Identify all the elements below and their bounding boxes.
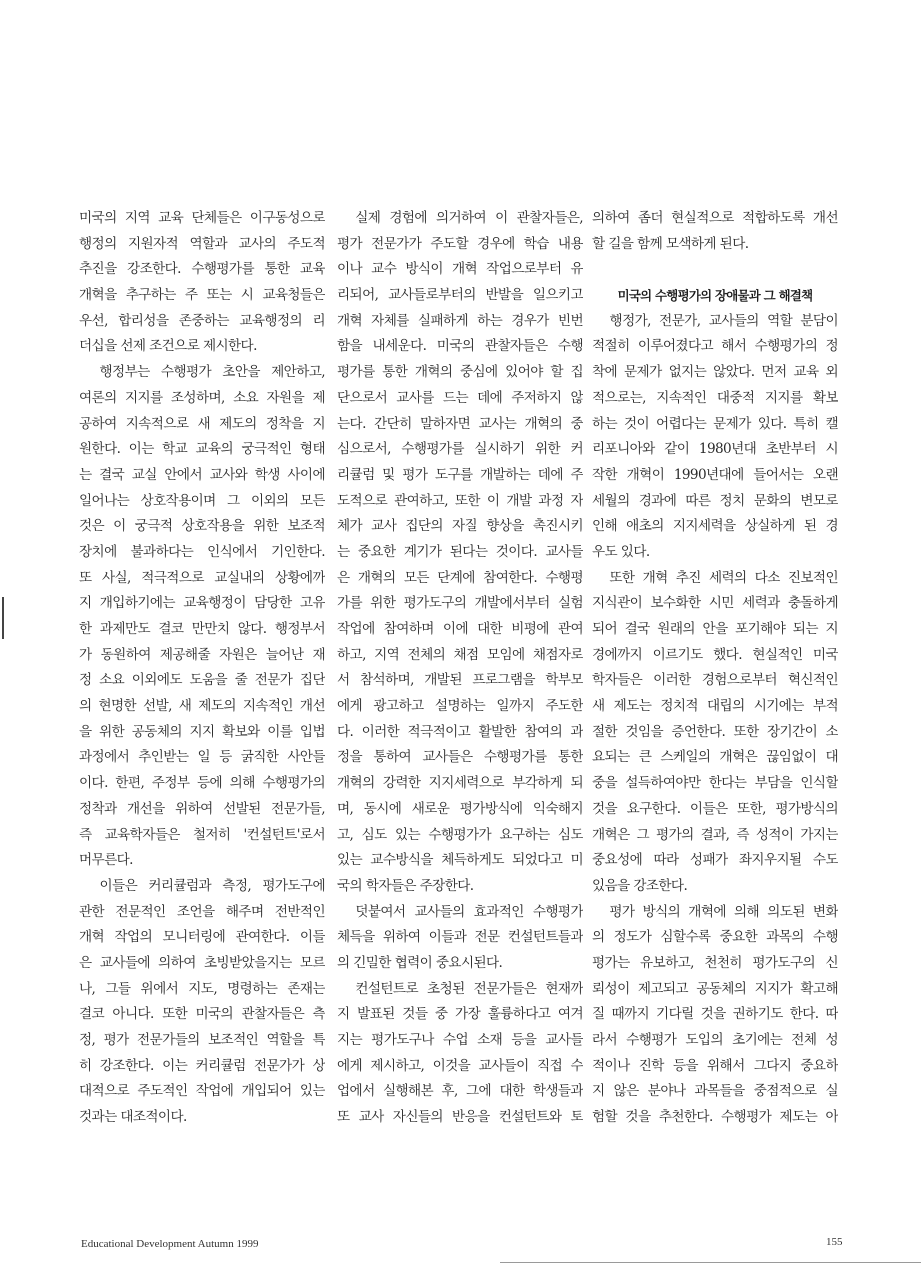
text-line: 중을 설득하여야만 한다는 부담을 인식할 bbox=[592, 775, 838, 792]
text-line: 적절히 이루어졌다고 해서 수행평가의 정 bbox=[592, 338, 838, 355]
text-line: 의 현명한 선발, 새 제도의 지속적인 개선 bbox=[79, 698, 325, 715]
text-line: 대적으로 주도적인 작업에 개입되어 있는 bbox=[79, 1083, 325, 1100]
text-line: 이나 교수 방식이 개혁 작업으로부터 유 bbox=[337, 261, 583, 278]
text-line: 히 강조한다. 이는 커리큘럼 전문가가 상 bbox=[79, 1057, 325, 1074]
text-column-1 bbox=[79, 206, 325, 1131]
text-line: 우도 있다. bbox=[592, 543, 650, 560]
text-line: 리되어, 교사들로부터의 반발을 일으키고 bbox=[337, 287, 583, 304]
text-line: 정을 통하여 교사들은 수행평가를 통한 bbox=[337, 749, 583, 766]
text-line: 실제 경험에 의거하여 이 관찰자들은, bbox=[337, 210, 583, 226]
text-line: 행정부는 수행평가 초안을 제안하고, bbox=[79, 364, 325, 381]
text-line: 개혁 자체를 실패하게 하는 경우가 빈번 bbox=[337, 312, 583, 329]
text-line: 여론의 지지를 조성하며, 소요 자원을 제 bbox=[79, 389, 325, 406]
text-line: 적이나 진학 등을 위해서 그다지 중요하 bbox=[592, 1057, 838, 1074]
text-line: 관한 전문적인 조언을 해주며 전반적인 bbox=[79, 903, 325, 920]
text-line: 정착과 개선을 위하여 선발된 전문가들, bbox=[79, 800, 325, 817]
text-line: 행정의 지원자적 역할과 교사의 주도적 bbox=[79, 235, 325, 252]
text-line: 경에까지 이르기도 했다. 현실적인 미국 bbox=[592, 646, 838, 663]
section-spacer bbox=[592, 257, 838, 283]
text-line: 것과는 대조적이다. bbox=[79, 1109, 187, 1126]
text-line: 컨설턴트로 초청된 전문가들은 현재까 bbox=[337, 980, 583, 997]
text-line: 뢰성이 제고되고 공동체의 지지가 확고해 bbox=[592, 980, 838, 997]
journal-footer: Educational Development Autumn 1999 bbox=[81, 1238, 259, 1250]
text-line: 평가를 통한 개혁의 중심에 있어야 할 집 bbox=[337, 364, 583, 381]
text-line: 또한 개혁 추진 세력의 다소 진보적인 bbox=[592, 569, 838, 586]
text-line: 한 과제만도 결코 만만치 않다. 행정부서 bbox=[79, 621, 325, 637]
text-line: 다. 이러한 적극적이고 활발한 참여의 과 bbox=[337, 723, 583, 740]
text-line: 더십을 선제 조건으로 제시한다. bbox=[79, 338, 257, 355]
text-line: 을 위한 공동체의 지지 확보와 이를 입법 bbox=[79, 723, 325, 740]
text-line: 새 제도는 정치적 대립의 시기에는 부적 bbox=[592, 698, 838, 715]
text-line: 요되는 큰 스케일의 개혁은 끊임없이 대 bbox=[592, 749, 838, 766]
text-line: 세월의 경과에 따른 정치 문화의 변모로 bbox=[592, 492, 838, 509]
text-line: 절한 것임을 증언한다. 또한 장기간이 소 bbox=[592, 723, 838, 740]
text-line: 추진을 강조한다. 수행평가를 통한 교육 bbox=[79, 261, 325, 278]
text-line: 라서 수행평가 도입의 초기에는 전체 성 bbox=[592, 1032, 838, 1048]
text-line: 작한 개혁이 1990년대에 들어서는 오랜 bbox=[592, 466, 838, 483]
text-line: 단으로서 교사를 드는 데에 주저하지 않 bbox=[337, 389, 583, 406]
text-line: 덧붙여서 교사들의 효과적인 수행평가 bbox=[337, 903, 583, 920]
text-line: 가를 위한 평가도구의 개발에서부터 실험 bbox=[337, 595, 583, 612]
text-line: 개혁은 그 평가의 결과, 즉 성적이 가지는 bbox=[592, 826, 838, 843]
text-line: 것을 요구한다. 이들은 또한, 평가방식의 bbox=[592, 800, 838, 817]
text-line: 우선, 합리성을 존중하는 교육행정의 리 bbox=[79, 312, 325, 329]
text-line: 도적으로 관여하고, 또한 이 개발 과정 자 bbox=[337, 492, 583, 509]
text-line: 즉 교육학자들은 철저히 '컨설턴트'로서 bbox=[79, 826, 325, 843]
section-heading: 미국의 수행평가의 장애물과 그 해결책 bbox=[617, 288, 813, 304]
text-line: 국의 학자들은 주장한다. bbox=[337, 877, 474, 894]
text-line: 원한다. 이는 학교 교육의 궁극적인 형태 bbox=[79, 441, 325, 458]
text-line: 또 교사 자신들의 반응을 컨설턴트와 토 bbox=[337, 1109, 583, 1126]
text-line: 이들은 커리큘럼과 측정, 평가도구에 bbox=[79, 877, 325, 894]
text-line: 고, 심도 있는 수행평가가 요구하는 심도 bbox=[337, 826, 583, 843]
text-line: 은 교사들에 의하여 초빙받았을지는 모르 bbox=[79, 954, 325, 971]
text-line: 적으로는, 지속적인 대중적 지지를 확보 bbox=[592, 389, 838, 406]
text-line: 며, 동시에 새로운 평가방식에 익숙해지 bbox=[337, 800, 583, 817]
text-line: 것은 이 궁극적 상호작용을 위한 보조적 bbox=[79, 518, 325, 535]
footer-rule bbox=[500, 1262, 921, 1263]
text-line: 평가 방식의 개혁에 의해 의도된 변화 bbox=[592, 903, 838, 920]
text-line: 리큘럼 및 평가 도구를 개발하는 데에 주 bbox=[337, 466, 583, 483]
text-line: 결코 아니다. 또한 미국의 관찰자들은 측 bbox=[79, 1006, 325, 1023]
text-line: 지 발표된 것들 중 가장 훌륭하다고 여겨 bbox=[337, 1006, 583, 1023]
text-line: 개혁 작업의 모니터링에 관여한다. 이들 bbox=[79, 929, 325, 946]
text-line: 지는 평가도구나 수업 소재 등을 교사들 bbox=[337, 1032, 583, 1048]
text-line: 이다. 한편, 주정부 등에 의해 수행평가의 bbox=[79, 775, 325, 792]
text-line: 서 참석하며, 개발된 프로그램을 학부모 bbox=[337, 672, 583, 689]
page-number: 155 bbox=[826, 1236, 843, 1248]
text-line: 지 개입하기에는 교육행정이 담당한 고유 bbox=[79, 595, 325, 612]
text-line: 는 결국 교실 안에서 교사와 학생 사이에 bbox=[79, 466, 325, 483]
text-line: 일어나는 상호작용이며 그 이외의 모든 bbox=[79, 492, 325, 509]
text-line: 있음을 강조한다. bbox=[592, 877, 688, 894]
text-line: 의 긴밀한 협력이 중요시된다. bbox=[337, 954, 503, 971]
text-line: 지식관이 보수화한 시민 세력과 충돌하게 bbox=[592, 595, 838, 612]
text-line: 하는 것이 어렵다는 문제가 있다. 특히 캘 bbox=[592, 415, 838, 432]
text-line: 함을 내세운다. 미국의 관찰자들은 수행 bbox=[337, 338, 583, 355]
text-line: 체득을 위하여 이들과 전문 컨설턴트들과 bbox=[337, 929, 583, 946]
text-line: 리포니아와 같이 1980년대 초반부터 시 bbox=[592, 441, 838, 458]
text-line: 개혁을 추구하는 주 또는 시 교육청들은 bbox=[79, 287, 325, 304]
text-line: 에게 광고하고 설명하는 일까지 주도한 bbox=[337, 698, 583, 715]
text-line: 되어 결국 원래의 안을 포기해야 되는 지 bbox=[592, 621, 838, 637]
text-line: 심으로서, 수행평가를 실시하기 위한 커 bbox=[337, 441, 583, 458]
text-line: 험할 것을 추천한다. 수행평가 제도는 아 bbox=[592, 1109, 838, 1126]
text-line: 체가 교사 집단의 자질 향상을 촉진시키 bbox=[337, 518, 583, 535]
text-line: 학자들은 이러한 경험으로부터 혁신적인 bbox=[592, 672, 838, 689]
text-line: 중요성에 따라 성패가 좌지우지될 수도 bbox=[592, 852, 838, 869]
text-line: 또 사실, 적극적으로 교실내의 상황에까 bbox=[79, 569, 325, 586]
text-line: 정 소요 이외에도 도움을 줄 전문가 집단 bbox=[79, 672, 325, 689]
text-line: 머무른다. bbox=[79, 852, 133, 869]
text-line: 질 때까지 기다릴 것을 권하기도 한다. 따 bbox=[592, 1006, 838, 1023]
text-line: 작업에 참여하며 이에 대한 비평에 관여 bbox=[337, 621, 583, 637]
text-line: 지 않은 분야나 과목들을 중점적으로 실 bbox=[592, 1083, 838, 1100]
text-line: 할 길을 함께 모색하게 된다. bbox=[592, 235, 749, 252]
text-line: 에게 제시하고, 이것을 교사들이 직접 수 bbox=[337, 1057, 583, 1074]
text-line: 나, 그들 위에서 지도, 명령하는 존재는 bbox=[79, 980, 325, 997]
text-line: 는 중요한 계기가 된다는 것이다. 교사들 bbox=[337, 543, 583, 560]
scan-edge-mark bbox=[2, 597, 4, 639]
text-line: 착에 문제가 없지는 않았다. 먼저 교육 외 bbox=[592, 364, 838, 381]
text-line: 가 동원하여 제공해줄 자원은 늘어난 재 bbox=[79, 646, 325, 663]
text-line: 의 정도가 심할수록 중요한 과목의 수행 bbox=[592, 929, 838, 946]
text-line: 인해 애초의 지지세력을 상실하게 된 경 bbox=[592, 518, 838, 535]
text-column-2 bbox=[337, 206, 583, 1131]
text-line: 행정가, 전문가, 교사들의 역할 분담이 bbox=[592, 312, 838, 329]
text-line: 장치에 불과하다는 인식에서 기인한다. bbox=[79, 543, 325, 560]
text-line: 하고, 지역 전체의 채점 모임에 채점자로 bbox=[337, 646, 583, 663]
text-line: 개혁의 강력한 지지세력으로 부각하게 되 bbox=[337, 775, 583, 792]
text-line: 의하여 좀더 현실적으로 적합하도록 개선 bbox=[592, 210, 838, 226]
text-line: 미국의 지역 교육 단체들은 이구동성으로 bbox=[79, 210, 325, 226]
text-line: 업에서 실행해본 후, 그에 대한 학생들과 bbox=[337, 1083, 583, 1100]
text-line: 는다. 간단히 말하자면 교사는 개혁의 중 bbox=[337, 415, 583, 432]
text-line: 공하여 지속적으로 새 제도의 정착을 지 bbox=[79, 415, 325, 432]
text-line: 평가 전문가가 주도할 경우에 학습 내용 bbox=[337, 235, 583, 252]
text-line: 정, 평가 전문가들의 보조적인 역할을 특 bbox=[79, 1032, 325, 1048]
text-line: 과정에서 추인받는 일 등 굵직한 사안들 bbox=[79, 749, 325, 766]
text-line: 은 개혁의 모든 단계에 참여한다. 수행평 bbox=[337, 569, 583, 586]
text-line: 평가는 유보하고, 천천히 평가도구의 신 bbox=[592, 954, 838, 971]
text-line: 있는 교수방식을 체득하게도 되었다고 미 bbox=[337, 852, 583, 869]
text-column-3 bbox=[592, 206, 838, 1131]
